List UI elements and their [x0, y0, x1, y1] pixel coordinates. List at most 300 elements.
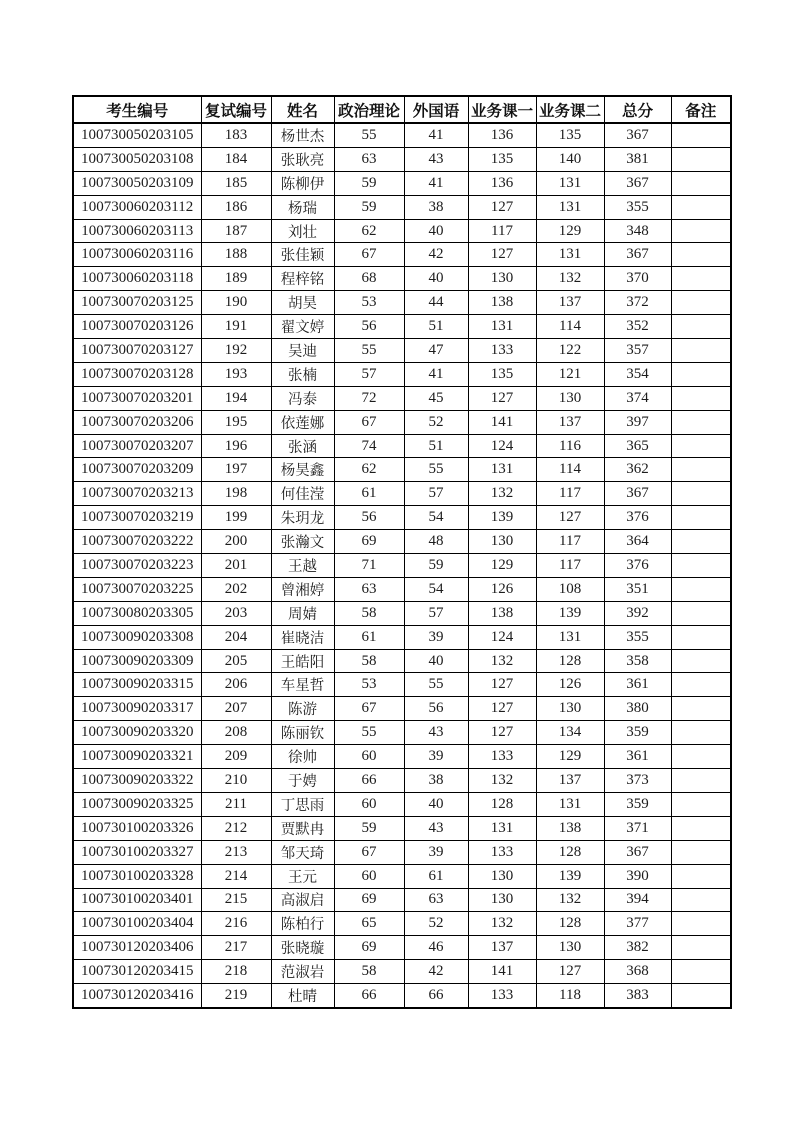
- cell-retest-number: 190: [201, 291, 271, 315]
- table-row: [73, 960, 731, 984]
- cell-total-score: 362: [604, 458, 671, 482]
- cell-remarks: [671, 864, 731, 888]
- cell-foreign-language: 45: [404, 386, 468, 410]
- cell-major-course-1: 130: [468, 888, 536, 912]
- cell-total-score: 390: [604, 864, 671, 888]
- cell-name: 范淑岩: [271, 960, 334, 984]
- cell-candidate-number: 100730090203321: [73, 745, 201, 769]
- table-row: [73, 386, 731, 410]
- cell-foreign-language: 54: [404, 577, 468, 601]
- cell-major-course-1: 138: [468, 291, 536, 315]
- cell-major-course-1: 133: [468, 840, 536, 864]
- cell-remarks: [671, 530, 731, 554]
- cell-political-theory: 71: [334, 554, 404, 578]
- cell-major-course-2: 131: [536, 195, 604, 219]
- cell-major-course-2: 132: [536, 888, 604, 912]
- cell-major-course-2: 137: [536, 410, 604, 434]
- cell-candidate-number: 100730070203213: [73, 482, 201, 506]
- table-row: [73, 171, 731, 195]
- cell-candidate-number: 100730090203320: [73, 721, 201, 745]
- cell-major-course-2: 129: [536, 219, 604, 243]
- cell-major-course-1: 130: [468, 530, 536, 554]
- table-row: [73, 195, 731, 219]
- cell-candidate-number: 100730070203128: [73, 362, 201, 386]
- column-header-major-course-2: 业务课二: [536, 96, 604, 123]
- cell-foreign-language: 38: [404, 769, 468, 793]
- cell-major-course-2: 139: [536, 601, 604, 625]
- cell-remarks: [671, 769, 731, 793]
- cell-political-theory: 68: [334, 267, 404, 291]
- cell-total-score: 380: [604, 697, 671, 721]
- cell-retest-number: 216: [201, 912, 271, 936]
- cell-foreign-language: 40: [404, 649, 468, 673]
- table-row: [73, 649, 731, 673]
- cell-total-score: 355: [604, 625, 671, 649]
- cell-foreign-language: 46: [404, 936, 468, 960]
- cell-total-score: 348: [604, 219, 671, 243]
- cell-foreign-language: 52: [404, 410, 468, 434]
- cell-major-course-2: 117: [536, 530, 604, 554]
- cell-retest-number: 187: [201, 219, 271, 243]
- cell-candidate-number: 100730050203108: [73, 147, 201, 171]
- cell-political-theory: 55: [334, 721, 404, 745]
- cell-candidate-number: 100730090203325: [73, 792, 201, 816]
- cell-political-theory: 55: [334, 339, 404, 363]
- cell-candidate-number: 100730100203327: [73, 840, 201, 864]
- cell-major-course-1: 133: [468, 745, 536, 769]
- cell-political-theory: 55: [334, 123, 404, 147]
- cell-name: 崔晓洁: [271, 625, 334, 649]
- cell-major-course-2: 134: [536, 721, 604, 745]
- cell-name: 朱玥龙: [271, 506, 334, 530]
- cell-major-course-2: 114: [536, 315, 604, 339]
- cell-major-course-2: 121: [536, 362, 604, 386]
- cell-major-course-1: 138: [468, 601, 536, 625]
- cell-candidate-number: 100730100203328: [73, 864, 201, 888]
- cell-total-score: 359: [604, 721, 671, 745]
- cell-major-course-2: 128: [536, 840, 604, 864]
- cell-total-score: 364: [604, 530, 671, 554]
- cell-foreign-language: 43: [404, 816, 468, 840]
- cell-retest-number: 193: [201, 362, 271, 386]
- cell-name: 张涵: [271, 434, 334, 458]
- cell-political-theory: 72: [334, 386, 404, 410]
- cell-retest-number: 202: [201, 577, 271, 601]
- cell-political-theory: 58: [334, 601, 404, 625]
- cell-name: 周婧: [271, 601, 334, 625]
- cell-name: 何佳滢: [271, 482, 334, 506]
- cell-foreign-language: 51: [404, 434, 468, 458]
- cell-name: 依莲娜: [271, 410, 334, 434]
- cell-remarks: [671, 362, 731, 386]
- cell-retest-number: 189: [201, 267, 271, 291]
- table-row: [73, 697, 731, 721]
- table-row: [73, 339, 731, 363]
- cell-candidate-number: 100730050203105: [73, 123, 201, 147]
- cell-remarks: [671, 888, 731, 912]
- cell-candidate-number: 100730070203225: [73, 577, 201, 601]
- cell-candidate-number: 100730090203317: [73, 697, 201, 721]
- cell-foreign-language: 61: [404, 864, 468, 888]
- cell-retest-number: 208: [201, 721, 271, 745]
- cell-candidate-number: 100730070203207: [73, 434, 201, 458]
- cell-major-course-1: 127: [468, 697, 536, 721]
- cell-major-course-1: 132: [468, 649, 536, 673]
- cell-foreign-language: 57: [404, 601, 468, 625]
- cell-name: 丁思雨: [271, 792, 334, 816]
- cell-candidate-number: 100730090203309: [73, 649, 201, 673]
- cell-political-theory: 60: [334, 864, 404, 888]
- table-row: [73, 888, 731, 912]
- cell-major-course-2: 130: [536, 936, 604, 960]
- table-row: [73, 219, 731, 243]
- table-row: [73, 721, 731, 745]
- table-body: [73, 123, 731, 1008]
- table-row: [73, 792, 731, 816]
- cell-total-score: 370: [604, 267, 671, 291]
- cell-political-theory: 58: [334, 649, 404, 673]
- cell-remarks: [671, 506, 731, 530]
- cell-political-theory: 74: [334, 434, 404, 458]
- cell-foreign-language: 41: [404, 123, 468, 147]
- cell-major-course-1: 127: [468, 721, 536, 745]
- column-header-total-score: 总分: [604, 96, 671, 123]
- cell-candidate-number: 100730070203223: [73, 554, 201, 578]
- cell-name: 程梓铭: [271, 267, 334, 291]
- cell-total-score: 351: [604, 577, 671, 601]
- cell-total-score: 376: [604, 506, 671, 530]
- cell-political-theory: 53: [334, 673, 404, 697]
- cell-foreign-language: 39: [404, 625, 468, 649]
- cell-retest-number: 191: [201, 315, 271, 339]
- cell-remarks: [671, 936, 731, 960]
- table-row: [73, 362, 731, 386]
- cell-political-theory: 60: [334, 792, 404, 816]
- cell-candidate-number: 100730070203126: [73, 315, 201, 339]
- cell-total-score: 357: [604, 339, 671, 363]
- cell-political-theory: 69: [334, 936, 404, 960]
- cell-major-course-1: 132: [468, 769, 536, 793]
- cell-political-theory: 66: [334, 984, 404, 1008]
- cell-name: 曾湘婷: [271, 577, 334, 601]
- cell-foreign-language: 44: [404, 291, 468, 315]
- cell-major-course-2: 131: [536, 625, 604, 649]
- cell-major-course-1: 130: [468, 864, 536, 888]
- cell-major-course-2: 130: [536, 697, 604, 721]
- cell-major-course-1: 135: [468, 147, 536, 171]
- cell-retest-number: 219: [201, 984, 271, 1008]
- cell-candidate-number: 100730060203113: [73, 219, 201, 243]
- cell-remarks: [671, 267, 731, 291]
- cell-major-course-2: 135: [536, 123, 604, 147]
- cell-remarks: [671, 458, 731, 482]
- cell-retest-number: 210: [201, 769, 271, 793]
- cell-retest-number: 185: [201, 171, 271, 195]
- cell-foreign-language: 41: [404, 362, 468, 386]
- cell-retest-number: 209: [201, 745, 271, 769]
- table-row: [73, 315, 731, 339]
- cell-major-course-1: 127: [468, 673, 536, 697]
- cell-retest-number: 213: [201, 840, 271, 864]
- cell-retest-number: 205: [201, 649, 271, 673]
- cell-political-theory: 69: [334, 530, 404, 554]
- cell-major-course-1: 127: [468, 195, 536, 219]
- cell-name: 翟文婷: [271, 315, 334, 339]
- cell-total-score: 368: [604, 960, 671, 984]
- cell-retest-number: 214: [201, 864, 271, 888]
- cell-foreign-language: 63: [404, 888, 468, 912]
- cell-candidate-number: 100730120203415: [73, 960, 201, 984]
- table-row: [73, 936, 731, 960]
- cell-remarks: [671, 243, 731, 267]
- cell-retest-number: 195: [201, 410, 271, 434]
- cell-name: 张晓璇: [271, 936, 334, 960]
- cell-remarks: [671, 625, 731, 649]
- cell-remarks: [671, 315, 731, 339]
- cell-foreign-language: 47: [404, 339, 468, 363]
- cell-remarks: [671, 554, 731, 578]
- cell-retest-number: 215: [201, 888, 271, 912]
- table-row: [73, 769, 731, 793]
- cell-candidate-number: 100730050203109: [73, 171, 201, 195]
- cell-name: 刘壮: [271, 219, 334, 243]
- cell-major-course-2: 127: [536, 506, 604, 530]
- cell-remarks: [671, 745, 731, 769]
- cell-foreign-language: 40: [404, 219, 468, 243]
- column-header-remarks: 备注: [671, 96, 731, 123]
- cell-total-score: 358: [604, 649, 671, 673]
- cell-foreign-language: 42: [404, 243, 468, 267]
- cell-major-course-2: 131: [536, 171, 604, 195]
- cell-major-course-1: 136: [468, 171, 536, 195]
- cell-total-score: 365: [604, 434, 671, 458]
- table-row: [73, 673, 731, 697]
- cell-name: 张瀚文: [271, 530, 334, 554]
- cell-candidate-number: 100730070203201: [73, 386, 201, 410]
- cell-total-score: 367: [604, 482, 671, 506]
- cell-name: 王元: [271, 864, 334, 888]
- cell-name: 胡昊: [271, 291, 334, 315]
- cell-remarks: [671, 840, 731, 864]
- cell-political-theory: 66: [334, 769, 404, 793]
- cell-major-course-1: 141: [468, 960, 536, 984]
- cell-name: 高淑启: [271, 888, 334, 912]
- cell-retest-number: 200: [201, 530, 271, 554]
- cell-name: 杜晴: [271, 984, 334, 1008]
- cell-foreign-language: 55: [404, 458, 468, 482]
- column-header-retest-number: 复试编号: [201, 96, 271, 123]
- cell-major-course-2: 128: [536, 912, 604, 936]
- table-row: [73, 745, 731, 769]
- cell-foreign-language: 39: [404, 840, 468, 864]
- cell-political-theory: 59: [334, 195, 404, 219]
- table-row: [73, 984, 731, 1008]
- cell-major-course-1: 131: [468, 315, 536, 339]
- cell-remarks: [671, 291, 731, 315]
- cell-foreign-language: 66: [404, 984, 468, 1008]
- cell-major-course-1: 127: [468, 243, 536, 267]
- table-row: [73, 864, 731, 888]
- cell-political-theory: 63: [334, 577, 404, 601]
- cell-candidate-number: 100730090203322: [73, 769, 201, 793]
- cell-candidate-number: 100730100203401: [73, 888, 201, 912]
- cell-name: 陈柳伊: [271, 171, 334, 195]
- cell-total-score: 373: [604, 769, 671, 793]
- cell-major-course-2: 129: [536, 745, 604, 769]
- cell-remarks: [671, 123, 731, 147]
- cell-total-score: 361: [604, 745, 671, 769]
- cell-major-course-2: 130: [536, 386, 604, 410]
- cell-retest-number: 196: [201, 434, 271, 458]
- cell-remarks: [671, 960, 731, 984]
- cell-major-course-1: 132: [468, 912, 536, 936]
- cell-remarks: [671, 339, 731, 363]
- cell-name: 冯泰: [271, 386, 334, 410]
- table-row: [73, 434, 731, 458]
- cell-major-course-1: 133: [468, 339, 536, 363]
- cell-total-score: 354: [604, 362, 671, 386]
- cell-major-course-2: 114: [536, 458, 604, 482]
- cell-political-theory: 67: [334, 410, 404, 434]
- cell-political-theory: 61: [334, 482, 404, 506]
- cell-remarks: [671, 147, 731, 171]
- cell-major-course-1: 133: [468, 984, 536, 1008]
- cell-foreign-language: 52: [404, 912, 468, 936]
- table-row: [73, 291, 731, 315]
- cell-major-course-2: 138: [536, 816, 604, 840]
- cell-retest-number: 188: [201, 243, 271, 267]
- cell-total-score: 371: [604, 816, 671, 840]
- cell-major-course-1: 141: [468, 410, 536, 434]
- cell-political-theory: 57: [334, 362, 404, 386]
- cell-political-theory: 67: [334, 840, 404, 864]
- cell-remarks: [671, 171, 731, 195]
- cell-retest-number: 204: [201, 625, 271, 649]
- table-row: [73, 267, 731, 291]
- cell-major-course-2: 131: [536, 792, 604, 816]
- cell-major-course-2: 117: [536, 482, 604, 506]
- cell-total-score: 382: [604, 936, 671, 960]
- cell-candidate-number: 100730070203209: [73, 458, 201, 482]
- cell-foreign-language: 41: [404, 171, 468, 195]
- cell-political-theory: 59: [334, 816, 404, 840]
- cell-major-course-2: 139: [536, 864, 604, 888]
- cell-major-course-1: 131: [468, 458, 536, 482]
- cell-foreign-language: 38: [404, 195, 468, 219]
- cell-major-course-2: 137: [536, 769, 604, 793]
- cell-name: 王越: [271, 554, 334, 578]
- cell-major-course-2: 127: [536, 960, 604, 984]
- cell-candidate-number: 100730090203315: [73, 673, 201, 697]
- cell-total-score: 367: [604, 840, 671, 864]
- cell-candidate-number: 100730100203404: [73, 912, 201, 936]
- cell-retest-number: 218: [201, 960, 271, 984]
- cell-name: 邹天琦: [271, 840, 334, 864]
- cell-remarks: [671, 434, 731, 458]
- cell-major-course-2: 128: [536, 649, 604, 673]
- cell-name: 于娉: [271, 769, 334, 793]
- cell-foreign-language: 39: [404, 745, 468, 769]
- cell-foreign-language: 40: [404, 267, 468, 291]
- table-row: [73, 816, 731, 840]
- cell-major-course-1: 132: [468, 482, 536, 506]
- cell-retest-number: 197: [201, 458, 271, 482]
- cell-total-score: 397: [604, 410, 671, 434]
- cell-remarks: [671, 697, 731, 721]
- cell-remarks: [671, 984, 731, 1008]
- cell-total-score: 383: [604, 984, 671, 1008]
- cell-candidate-number: 100730060203118: [73, 267, 201, 291]
- cell-total-score: 352: [604, 315, 671, 339]
- table-row: [73, 243, 731, 267]
- cell-retest-number: 203: [201, 601, 271, 625]
- cell-candidate-number: 100730090203308: [73, 625, 201, 649]
- cell-major-course-2: 108: [536, 577, 604, 601]
- cell-major-course-2: 137: [536, 291, 604, 315]
- cell-major-course-2: 122: [536, 339, 604, 363]
- cell-candidate-number: 100730060203116: [73, 243, 201, 267]
- cell-name: 徐帅: [271, 745, 334, 769]
- cell-total-score: 394: [604, 888, 671, 912]
- cell-total-score: 372: [604, 291, 671, 315]
- cell-foreign-language: 43: [404, 147, 468, 171]
- cell-major-course-2: 117: [536, 554, 604, 578]
- table-row: [73, 506, 731, 530]
- column-header-name: 姓名: [271, 96, 334, 123]
- cell-political-theory: 67: [334, 697, 404, 721]
- cell-political-theory: 63: [334, 147, 404, 171]
- cell-foreign-language: 55: [404, 673, 468, 697]
- cell-remarks: [671, 792, 731, 816]
- cell-foreign-language: 56: [404, 697, 468, 721]
- cell-major-course-1: 139: [468, 506, 536, 530]
- cell-name: 吴迪: [271, 339, 334, 363]
- cell-total-score: 377: [604, 912, 671, 936]
- table-row: [73, 458, 731, 482]
- cell-total-score: 381: [604, 147, 671, 171]
- cell-political-theory: 56: [334, 315, 404, 339]
- cell-retest-number: 186: [201, 195, 271, 219]
- cell-foreign-language: 42: [404, 960, 468, 984]
- cell-remarks: [671, 482, 731, 506]
- cell-candidate-number: 100730100203326: [73, 816, 201, 840]
- cell-name: 车星哲: [271, 673, 334, 697]
- cell-major-course-1: 117: [468, 219, 536, 243]
- table-row: [73, 554, 731, 578]
- cell-retest-number: 217: [201, 936, 271, 960]
- cell-total-score: 355: [604, 195, 671, 219]
- cell-political-theory: 69: [334, 888, 404, 912]
- cell-foreign-language: 59: [404, 554, 468, 578]
- cell-remarks: [671, 601, 731, 625]
- cell-major-course-2: 116: [536, 434, 604, 458]
- cell-remarks: [671, 195, 731, 219]
- cell-total-score: 392: [604, 601, 671, 625]
- cell-name: 张楠: [271, 362, 334, 386]
- cell-candidate-number: 100730060203112: [73, 195, 201, 219]
- cell-retest-number: 184: [201, 147, 271, 171]
- table-row: [73, 530, 731, 554]
- cell-foreign-language: 54: [404, 506, 468, 530]
- cell-retest-number: 201: [201, 554, 271, 578]
- cell-political-theory: 59: [334, 171, 404, 195]
- cell-name: 陈丽钦: [271, 721, 334, 745]
- cell-remarks: [671, 912, 731, 936]
- cell-name: 杨世杰: [271, 123, 334, 147]
- cell-foreign-language: 51: [404, 315, 468, 339]
- cell-remarks: [671, 816, 731, 840]
- cell-name: 陈柏行: [271, 912, 334, 936]
